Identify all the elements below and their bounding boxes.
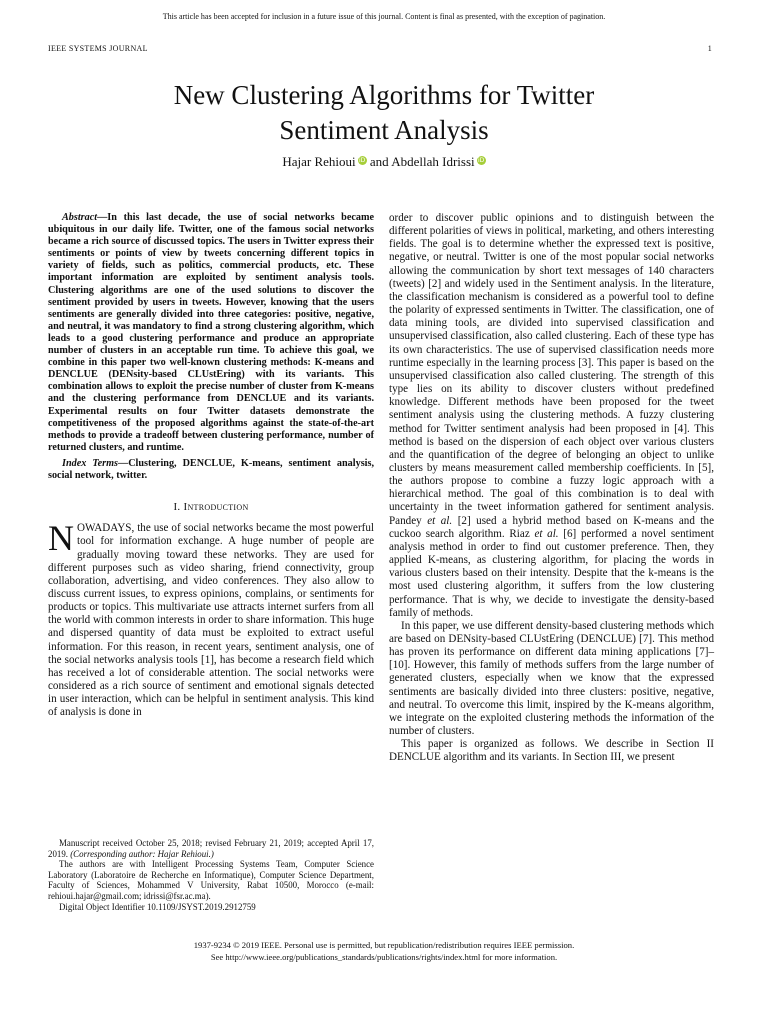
author-conjunction: and	[369, 154, 389, 169]
orcid-icon[interactable]: iD	[359, 157, 366, 164]
first-word: OWADAYS,	[77, 522, 135, 535]
et-al: et al.	[427, 514, 453, 527]
paper-title	[0, 78, 768, 148]
index-terms	[48, 458, 374, 482]
page-number: 1	[707, 44, 712, 53]
right-paragraph-2: In this paper, we use different density-based clustering methods which are based on DENsity-based CLUstEring (DENCLUE) [7]. This method has proven its performance on different data mining applications [7]–[10]. However, this family of methods suffers from the large number of generated clusters, especially when we know that the expressed sentiments are basically divided into three clusters: positive, negative, and neutral. To overcome this limit, inspired by the K-means algorithm, we integrate on the exploited clustering methods the information of the number of clusters.	[389, 619, 714, 738]
acceptance-notice: This article has been accepted for inclusion in a future issue of this journal. Content is final as presented, with the exception of pagination.	[162, 12, 606, 21]
paragraph-text: [6] performed a novel sentiment analysis method in order to find out customer preference. Then, they applied K-means, as clustering algorithm, for placing the words in various clusters based on their intensity. Despite that the k-means is the most used clustering algorithm, it suffers from the low clustering performance. That is why, we decide to investigate the density-based family of methods.	[389, 527, 714, 619]
section-title: Introduction	[183, 501, 249, 514]
abstract-lead: Abstract	[62, 212, 98, 223]
left-column	[48, 212, 374, 720]
footnote-affiliation: The authors are with Intelligent Processing Systems Team, Computer Science Laboratory (Laboratoire de Recherche en Informatique), Computer Science Department, Faculty of Sciences, Mohammed V University, Rabat 10500, Morocco (e-mail: rehioui.hajar@gmail.com; idrissi@fsr.ac.ma).	[48, 859, 374, 901]
corresponding-author: (Corresponding author: Hajar Rehioui.)	[70, 848, 214, 859]
abstract-text: —In this last decade, the use of social networks became ubiquitous in our daily life. Twitter, one of the famous social networks became a rich source of discussed topics. The users in Twitter express their sentiments or points of view by tweets concerning different topics in variety of fields, such as politics, commercial products, etc. These important information are exploited by sentiment analysis tools. Clustering algorithms are one of the used solutions to discover the sentiment provided by users in tweets. However, knowing that the users sentiments are generally divided into three categories: positive, negative, and neutral, it was mandatory to find a strong clustering algorithm, which leads to a good clustering performance and produce an appropriate number of clusters in an acceptable run time. To achieve this goal, we combine in this paper two well-known clustering methods: K-means and DENCLUE (DENsity-based CLUstEring) with its variants. This combination allows to exploit the precise number of cluster from K-means and the clustering performance from DENCLUE and its variants. Experimental results on four Twitter datasets demonstrate the competitiveness of the proposed algorithms against the state-of-the-art methods to provide a tradeoff between clustering performance, number of returned clusters, and runtime.	[48, 212, 374, 453]
author-line	[0, 154, 768, 170]
introduction-text: the use of social networks became the most powerful tool for information exchange. A huge number of people are gradually moving toward these networks. They are used for different purposes such as video sharing, friend connectivity, group collaboration, advertising, and video conferences. They also allow to discuss current issues, to express opinions, complains, or sentiments for products or topics. This multivariate use attracts internet surfers from all the world with common interests in order to share information. This huge and dispersed quantity of data must be exploited to extract useful information. For this reason, in recent years, sentiment analysis, one of the social networks analysis tools [1], has become a research field which has received a lot of considerable attention. The social networks were considered as a rich source of sentiment and emotional signals detected in user interaction, which can be helpful in sentiment analysis. This kind of analysis is done in	[48, 522, 374, 719]
right-paragraph-1	[389, 212, 714, 620]
abstract	[48, 212, 374, 454]
footnote-manuscript	[48, 838, 374, 859]
footnote	[48, 838, 374, 912]
drop-cap: N	[48, 518, 74, 559]
author-rehioui: Hajar Rehioui	[282, 154, 356, 169]
et-al: et al.	[534, 527, 559, 540]
index-terms-text: —Clustering, DENCLUE, K-means, sentiment analysis, social network, twitter.	[48, 457, 374, 481]
section-number: I.	[173, 501, 181, 514]
copyright-line-2: See http://www.ieee.org/publications_standards/publications/rights/index.html for more information.	[210, 951, 558, 962]
paragraph-text: [2] used a hybrid method based on K-means and the cuckoo search algorithm. Riaz	[389, 514, 714, 540]
copyright-notice	[0, 940, 768, 963]
introduction-paragraph	[48, 518, 374, 719]
index-terms-lead: Index Terms	[62, 457, 118, 469]
paragraph-text: order to discover public opinions and to distinguish between the different polarities of views in political, marketing, and others interesting fields. The goal is to determine whether the expressed text is positive, negative, or neutral. Twitter is one of the most popular social networks allowing the communication by short text messages of 140 characters (tweets) [2] and widely used in the Sentiment analysis. In the literature, the classification mechanism is considered as a powerful tool to define the polarity of expressed sentiments in Twitter. The classification, one of data mining tools, are divided into supervised classification and unsupervised classification, also called clustering. Each of these type has its own characteristics. The use of supervised classification needs more runtime especially in the learning process [3]. This paper is based on the unsupervised classification also called clustering. The strength of this type lies on its ability to discover clusters without predefined knowledge. Different methods have been proposed for the tweet sentiment analysis using the clustering methods. A fuzzy clustering method for Twitter sentiment analysis had been proposed in [4]. This method is based on the dispersion of each object over various clusters and the quantification of the degree of belonging an object to unlike clusters by means measurement called membership coefficients. In [5], the authors propose to combine a fuzzy logic approach with a hierarchical method. The goal of this combination is to deal with uncertainty in the tweet information gathered for sentiment analysis. Pandey	[389, 212, 714, 527]
right-paragraph-3: This paper is organized as follows. We describe in Section II DENCLUE algorithm and its variants. In Section III, we present	[389, 738, 714, 764]
orcid-icon[interactable]: iD	[477, 157, 485, 164]
running-header	[48, 44, 712, 53]
journal-name: IEEE SYSTEMS JOURNAL	[48, 44, 148, 53]
section-heading-introduction	[48, 501, 374, 514]
footnote-doi: Digital Object Identifier 10.1109/JSYST.2019.2912759	[59, 901, 256, 912]
author-idrissi: Abdellah Idrissi	[391, 154, 475, 169]
copyright-line-1: 1937-9234 © 2019 IEEE. Personal use is permitted, but republication/redistribution requires IEEE permission.	[193, 940, 575, 950]
footnote-dates: Manuscript received October 25, 2018; revised February 21, 2019; accepted April 17, 2019.	[48, 838, 374, 859]
title-line-2: Sentiment Analysis	[279, 115, 489, 145]
title-line-1: New Clustering Algorithms for Twitter	[173, 80, 595, 110]
right-column	[389, 212, 714, 765]
